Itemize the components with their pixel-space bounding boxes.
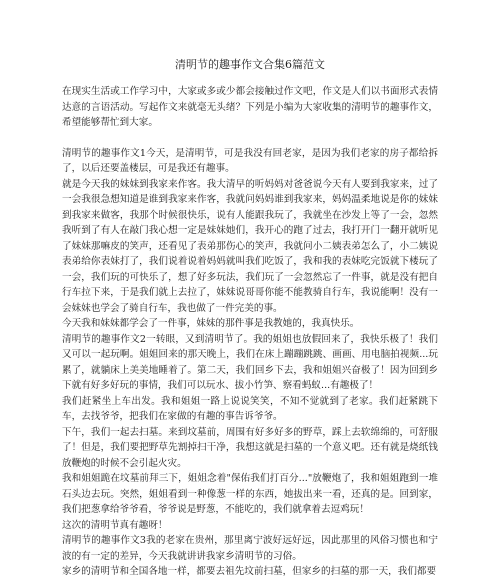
body-paragraph: 今天我和妹妹都学会了一件事，妹妹的那件事是我教她的，我真快乐。 <box>62 318 360 329</box>
body-paragraph: 家乡的清明节和全国各地一样，都要去祖先坟前扫墓，但家乡的扫墓的那一天，我们都要 <box>62 566 437 577</box>
body-paragraph: 清明节的趣事作文1今天，是清明节，可是我没有回老家，是因为我们老家的房子都给拆了，以后还要盖楼层，可是我还有趣事。 <box>62 147 438 174</box>
body-paragraph: 下午，我们一起去扫墓。来到坟墓前，周围有好多好多的野草，踩上去软绵绵的，可舒服了！但是，我们要把野草先割掉扫干净，我想这就是扫墓的一个意义吧。还有就是烧纸钱放鞭炮的时候不会引起火灾。 <box>62 426 438 469</box>
body-paragraph: 我们赶紧坐上车出发。我和姐姐一路上说说笑笑，不知不觉就到了老家。我们赶紧跳下车，去找爷爷，把我们在家做的有趣的事告诉爷爷。 <box>62 395 438 422</box>
body-paragraph: 清明节的趣事作文3我的老家在贵州，那里离宁波好远好远，因此那里的风俗习惯也和宁波的有一定的差异，今天我就讲讲我家乡清明节的习俗。 <box>62 535 438 562</box>
intro-paragraph: 在现实生活或工作学习中，大家或多或少都会接触过作文吧，作文是人们以书面形式表情达意的言语活动。写起作文来就毫无头绪？下列是小编为大家收集的清明节的趣事作文，希望能够帮忙到大家。 <box>62 86 438 128</box>
document-title: 清明节的趣事作文合集6篇范文 <box>175 58 325 71</box>
paragraph-gap <box>62 131 438 146</box>
body-paragraph: 就是今天我的妹妹到我家来作客。我大清早的听妈妈对爸爸说今天有人要到我家来，过了一会我很急想知道是谁到我家来作客，我就问妈妈谁到我家来，妈妈温柔地说是你的妹妹到我家来做客，我那个时候很快乐，说有人能跟我玩了，我就坐在沙发上等了一会，忽然我听到了有人在敲门我心想一定是妹妹她们，我开心的跑了过去，我打开门一翻开就听见了妹妹那嘛皮的笑声，还看见了表弟那伤心的笑声，我就问小二姨表弟怎么了，小二姨说表弟给你表妹打了，我们说着说着妈妈就叫我们吃饭了，我和我的表妹吃完饭就下楼玩了一会，我们玩的可快乐了，想了好多玩法，我们玩了一会忽然忘了一件事，就是没有把自行车拉下来，于是我们就上去拉了，妹妹说哥哥你能不能教骑自行车，我说能啊！没有一会妹妹也学会了骑自行车，我也做了一件完美的事。 <box>62 178 438 314</box>
body-paragraph: 这次的清明节真有趣呀！ <box>62 519 168 531</box>
body-paragraph: 我和姐姐跪在坟墓前拜三下，姐姐念着"保佑我们打百分..."放鞭炮了，我和姐姐跑到一堆石头边去玩。突然，姐姐看到一种像葱一样的东西，她拔出来一看，还真的是。回到家，我们把葱拿给爷爷看，爷爷说是野葱，不能吃的，我们就拿着去逗鸡玩！ <box>62 473 438 515</box>
document-body <box>62 84 438 580</box>
body-paragraph: 清明节的趣事作文2一转眼，又到清明节了。我的姐姐也放假回来了，我快乐极了！我们又可以一起玩啊。姐姐回来的那天晚上，我们在床上蹦蹦跳跳、画画、用电脑拍视频...玩累了，就躺床上美美地睡着了。第二天，我们回乡下去，我和姐姐兴奋极了！因为回到乡下就有好多好玩的事情，我们可以玩水、拔小竹笋、察看蚂蚁...有趣极了！ <box>62 333 438 391</box>
